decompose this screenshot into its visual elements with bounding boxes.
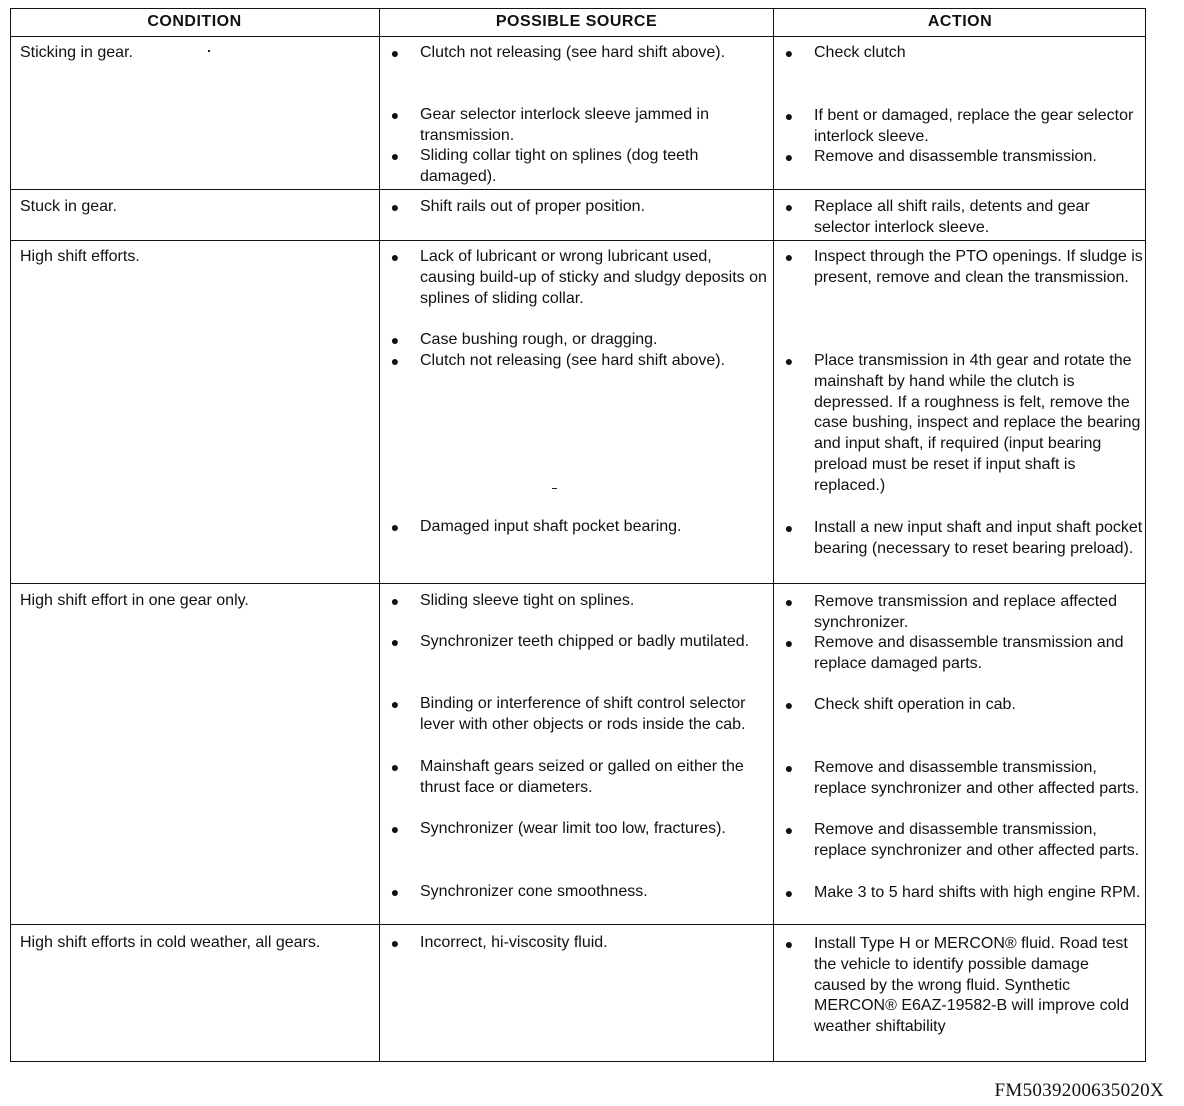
bullet-icon: ● [390,199,400,215]
bullet-icon: ● [784,885,794,901]
source-text: Incorrect, hi-viscosity fluid. [420,934,608,951]
action-text: Make 3 to 5 hard shifts with high engine RPM. [814,884,1141,901]
source-text: Case bushing rough, or dragging. [420,331,658,348]
row-divider-4 [10,924,1146,925]
bullet-icon: ● [390,148,400,164]
bullet-icon: ● [390,45,400,61]
bullet-icon: ● [390,634,400,650]
source-text: Damaged input shaft pocket bearing. [420,518,682,535]
source-text: Gear selector interlock sleeve jammed in transmission. [420,106,710,144]
bullet-icon: ● [784,697,794,713]
source-text: Synchronizer teeth chipped or badly mutilated. [420,633,750,650]
action-text: Install a new input shaft and input shaft pocket bearing (necessary to reset bearing preload). [814,519,1143,557]
action-text: Remove and disassemble transmission. [814,148,1097,165]
source-text: Clutch not releasing (see hard shift above). [420,44,726,61]
bullet-icon: ● [784,822,794,838]
action-text: Check shift operation in cab. [814,696,1016,713]
action-text: Check clutch [814,44,906,61]
bullet-icon: ● [784,635,794,651]
action-text: Install Type H or MERCON® fluid. Road test the vehicle to identify possible damage caused by the wrong fluid. Synthetic MERCON® E6AZ-19582-B will improve cold weather shiftability [814,935,1129,1036]
bullet-icon: ● [390,332,400,348]
source-text: Mainshaft gears seized or galled on either the thrust face or diameters. [420,758,744,796]
action-text: Inspect through the PTO openings. If sludge is present, remove and clean the transmission. [814,248,1143,286]
header-possible-source: POSSIBLE SOURCE [495,13,658,30]
scan-speck [208,50,210,52]
action-text: Remove and disassemble transmission and replace damaged parts. [814,634,1124,672]
source-text: Synchronizer cone smoothness. [420,883,648,900]
header-condition: CONDITION [147,13,242,30]
row-divider-2 [10,240,1146,241]
bullet-icon: ● [390,759,400,775]
source-text: Binding or interference of shift control selector lever with other objects or rods inside the cab. [420,695,746,733]
action-text: Remove and disassemble transmission, replace synchronizer and other affected parts. [814,759,1140,797]
source-text: Shift rails out of proper position. [420,198,646,215]
bullet-icon: ● [390,353,400,369]
scan-speck [552,488,557,489]
bullet-icon: ● [390,935,400,951]
bullet-icon: ● [784,108,794,124]
bullet-icon: ● [390,249,400,265]
condition-high-shift-efforts: High shift efforts. [20,248,140,265]
column-divider-1 [379,8,380,1062]
action-text: Place transmission in 4th gear and rotate the mainshaft by hand while the clutch is depressed. If a roughness is felt, remove the case bushing, inspect and replace the bearing and input shaft, if required (input bearing preload must be reset if input shaft is replaced.) [814,352,1141,494]
bullet-icon: ● [390,884,400,900]
bullet-icon: ● [784,249,794,265]
bullet-icon: ● [784,353,794,369]
bullet-icon: ● [784,199,794,215]
bullet-icon: ● [390,519,400,535]
source-text: Synchronizer (wear limit too low, fractures). [420,820,726,837]
condition-sticking-in-gear: Sticking in gear. [20,44,133,61]
header-action: ACTION [927,13,993,30]
row-divider-1 [10,189,1146,190]
bullet-icon: ● [784,594,794,610]
action-text: If bent or damaged, replace the gear selector interlock sleeve. [814,107,1134,145]
header-divider [10,36,1146,37]
action-text: Replace all shift rails, detents and gear selector interlock sleeve. [814,198,1090,236]
source-text: Clutch not releasing (see hard shift above). [420,352,726,369]
bullet-icon: ● [784,45,794,61]
bullet-icon: ● [390,593,400,609]
row-divider-3 [10,583,1146,584]
bullet-icon: ● [784,760,794,776]
source-text: Sliding sleeve tight on splines. [420,592,635,609]
source-text: Sliding collar tight on splines (dog teeth damaged). [420,147,699,185]
source-text: Lack of lubricant or wrong lubricant used, causing build-up of sticky and sludgy deposits on splines of sliding collar. [420,248,767,307]
bullet-icon: ● [784,520,794,536]
condition-stuck-in-gear: Stuck in gear. [20,198,117,215]
action-text: Remove and disassemble transmission, replace synchronizer and other affected parts. [814,821,1140,859]
condition-cold-weather: High shift efforts in cold weather, all gears. [20,934,321,951]
action-text: Remove transmission and replace affected synchronizer. [814,593,1117,631]
bullet-icon: ● [784,936,794,952]
bullet-icon: ● [390,821,400,837]
figure-code: FM5039200635020X [994,1080,1164,1101]
column-divider-2 [773,8,774,1062]
bullet-icon: ● [390,696,400,712]
bullet-icon: ● [784,149,794,165]
condition-high-shift-effort-one-gear: High shift effort in one gear only. [20,592,249,609]
bullet-icon: ● [390,107,400,123]
